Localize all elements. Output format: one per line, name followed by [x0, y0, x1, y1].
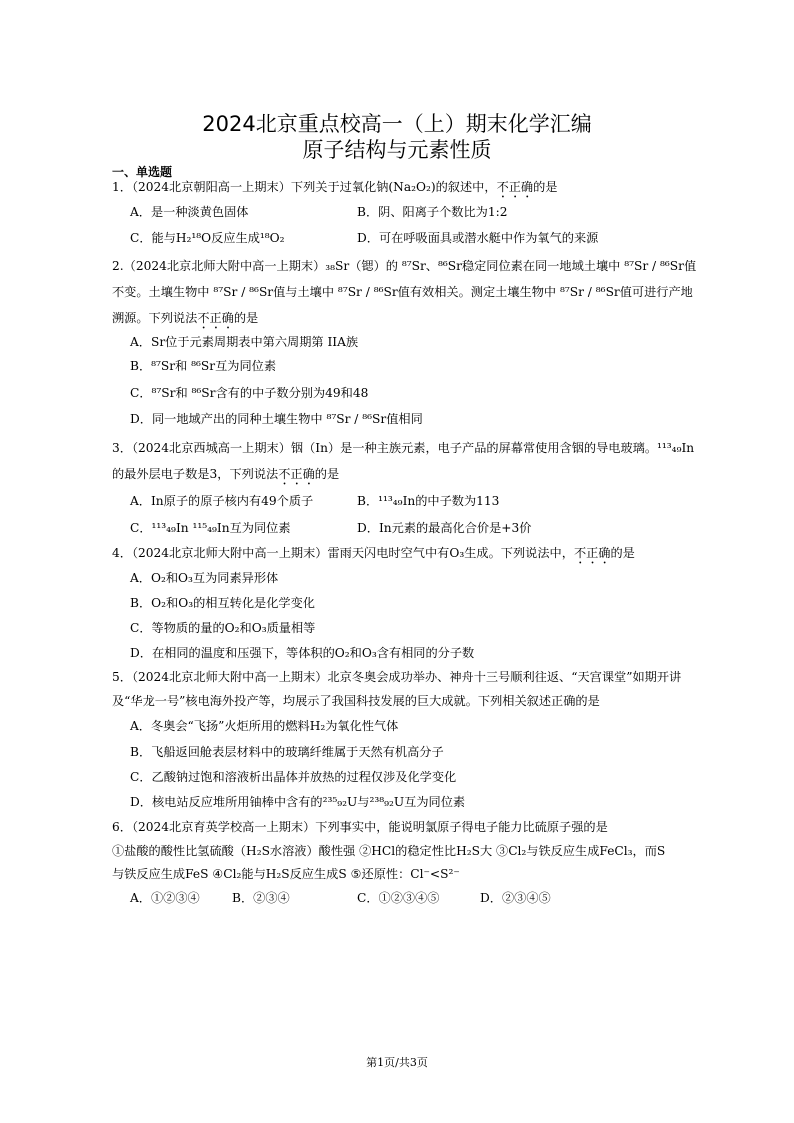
q1-option-b: B．阴、阳离子个数比为1:2 — [357, 205, 508, 219]
q5-stem-line1: 5．（2024北京北师大附中高一上期末）北京冬奥会成功举办、神舟十三号顺利往返、“天宫课堂”如期开讲 — [112, 670, 682, 684]
document-subtitle: 原子结构与元素性质 — [302, 138, 492, 162]
q6-stem-line1: 6．（2024北京育英学校高一上期末）下列事实中，能说明氯原子得电子能力比硫原子强的是 — [112, 820, 608, 834]
q4-option-d: D．在相同的温度和压强下，等体积的O₂和O₃含有相同的分子数 — [130, 646, 475, 660]
document-title: 2024北京重点校高一（上）期末化学汇编 — [202, 112, 592, 136]
q4-option-a: A．O₂和O₃互为同素异形体 — [130, 571, 279, 585]
q6-option-d: D．②③④⑤ — [480, 891, 551, 905]
q1-option-a: A．是一种淡黄色固体 — [130, 205, 249, 219]
q6-stem-line3: 与铁反应生成FeS ④Cl₂能与H₂S反应生成S ⑤还原性：Cl⁻<S²⁻ — [112, 867, 460, 881]
q2-option-b: B．⁸⁷Sr和 ⁸⁶Sr互为同位素 — [130, 359, 277, 373]
q4-option-b: B．O₂和O₃的相互转化是化学变化 — [130, 596, 315, 610]
q2-stem-line2: 不变。土壤生物中 ⁸⁷Sr / ⁸⁶Sr值与土壤中 ⁸⁷Sr / ⁸⁶Sr值有效相关。测定土壤生物中 ⁸⁷Sr / ⁸⁶Sr值可进行产地 — [112, 285, 693, 299]
section-heading: 一、单选题 — [112, 165, 173, 179]
q4-stem: 4．（2024北京北师大附中高一上期末）雷雨天闪电时空气中有O₃生成。下列说法中，不正确的是 — [112, 546, 635, 560]
q6-stem-line2: ①盐酸的酸性比氢硫酸（H₂S水溶液）酸性强 ②HCl的稳定性比H₂S大 ③Cl₂与铁反应生成FeCl₃，而S — [112, 844, 666, 858]
q1-stem: 1．（2024北京朝阳高一上期末）下列关于过氧化钠(Na₂O₂)的叙述中，不正确的是 — [112, 180, 558, 194]
q4-option-c: C．等物质的量的O₂和O₃质量相等 — [130, 621, 316, 635]
q2-stem-line3: 溯源。下列说法不正确的是 — [112, 311, 259, 325]
q3-option-a: A．In原子的原子核内有49个质子 — [130, 494, 314, 508]
q5-option-a: A．冬奥会“飞扬”火炬所用的燃料H₂为氧化性气体 — [130, 719, 399, 733]
q2-option-a: A．Sr位于元素周期表中第六周期第 IIA族 — [130, 335, 359, 349]
q2-stem-line1: 2.（2024北京北师大附中高一上期末）₃₈Sr（锶）的 ⁸⁷Sr、⁸⁶Sr稳定同位素在同一地域土壤中 ⁸⁷Sr / ⁸⁶Sr值 — [112, 259, 697, 273]
q6-option-c: C．①②③④⑤ — [357, 891, 440, 905]
q3-stem-line1: 3．（2024北京西城高一上期末）铟（In）是一种主族元素，电子产品的屏幕常使用含铟的导电玻璃。¹¹³₄₉In — [112, 441, 695, 455]
q3-stem-line2: 的最外层电子数是3，下列说法不正确的是 — [112, 467, 340, 481]
q5-stem-line2: 及“华龙一号”核电海外投产等，均展示了我国科技发展的巨大成就。下列相关叙述正确的是 — [112, 694, 600, 708]
q1-option-d: D．可在呼吸面具或潜水艇中作为氧气的来源 — [357, 231, 599, 245]
q6-option-a: A．①②③④ — [130, 891, 200, 905]
q1-option-c: C．能与H₂¹⁸O反应生成¹⁸O₂ — [130, 231, 285, 245]
q5-option-d: D．核电站反应堆所用铀棒中含有的²³⁵₉₂U与²³⁸₉₂U互为同位素 — [130, 795, 466, 809]
q6-option-b: B．②③④ — [232, 891, 290, 905]
q3-option-d: D．In元素的最高化合价是+3价 — [357, 521, 532, 535]
q3-option-b: B．¹¹³₄₉In的中子数为113 — [357, 494, 500, 508]
q2-option-c: C．⁸⁷Sr和 ⁸⁶Sr含有的中子数分别为49和48 — [130, 386, 369, 400]
q3-option-c: C．¹¹³₄₉In ¹¹⁵₄₉In互为同位素 — [130, 521, 291, 535]
q5-option-b: B．飞船返回舱表层材料中的玻璃纤维属于天然有机高分子 — [130, 745, 444, 759]
q2-option-d: D．同一地域产出的同种土壤生物中 ⁸⁷Sr / ⁸⁶Sr值相同 — [130, 412, 423, 426]
q5-option-c: C．乙酸钠过饱和溶液析出晶体并放热的过程仅涉及化学变化 — [130, 770, 457, 784]
page-number: 第1页/共3页 — [366, 1056, 428, 1069]
